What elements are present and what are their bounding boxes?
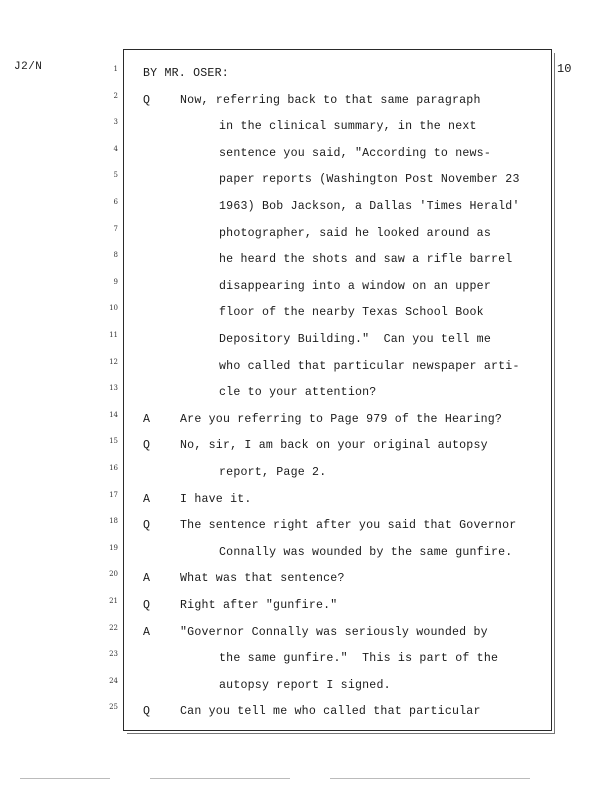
speaker-label: Q xyxy=(143,93,150,107)
transcript-line-text: floor of the nearby Texas School Book xyxy=(219,306,484,320)
transcript-line-text: who called that particular newspaper arti- xyxy=(219,359,520,373)
line-number: 10 xyxy=(109,304,118,313)
transcript-line-text: Are you referring to Page 979 of the Hearing? xyxy=(180,412,503,426)
transcript-line-text: What was that sentence? xyxy=(180,572,345,586)
speaker-label: Q xyxy=(143,519,150,533)
line-number: 21 xyxy=(109,597,118,605)
line-number: 22 xyxy=(109,623,118,632)
scan-artifact xyxy=(150,778,290,779)
transcript-line-text: autopsy report I signed. xyxy=(219,678,391,692)
transcript-line-text: disappearing into a window on an upper xyxy=(219,279,491,293)
transcript-line-text: photographer, said he looked around as xyxy=(219,226,491,240)
transcript-line-text: paper reports (Washington Post November 23 xyxy=(219,173,520,187)
line-number: 25 xyxy=(109,703,118,712)
transcript-line-text: "Governor Connally was seriously wounded by xyxy=(180,625,488,639)
transcript-line-text: No, sir, I am back on your original autopsy xyxy=(180,439,488,453)
line-number: 9 xyxy=(113,277,118,286)
line-number: 14 xyxy=(109,410,118,419)
speaker-label: A xyxy=(143,572,150,586)
line-number: 19 xyxy=(109,543,118,552)
speaker-label: Q xyxy=(143,599,150,612)
line-number: 6 xyxy=(113,198,118,206)
speaker-label: A xyxy=(143,625,150,639)
page-number: 10 xyxy=(557,62,572,76)
line-number: 13 xyxy=(109,384,118,393)
transcript-line-text: Now, referring back to that same paragraph xyxy=(180,93,481,107)
line-number: 17 xyxy=(109,490,118,499)
line-number: 18 xyxy=(109,517,118,526)
line-number: 23 xyxy=(109,650,118,659)
line-number: 7 xyxy=(113,224,118,233)
speaker-label: Q xyxy=(143,439,150,453)
transcript-line-text: Connally was wounded by the same gunfire. xyxy=(219,545,513,559)
transcript-line-text: he heard the shots and saw a rifle barrel xyxy=(219,253,513,267)
scan-artifact xyxy=(20,778,110,779)
transcript-line-text: report, Page 2. xyxy=(219,466,327,479)
transcript-line-text: Depository Building." Can you tell me xyxy=(219,333,491,346)
transcript-line-text: Can you tell me who called that particular xyxy=(180,705,481,719)
transcript-line-text: 1963) Bob Jackson, a Dallas 'Times Herald' xyxy=(219,200,520,213)
line-number: 1 xyxy=(113,65,118,73)
line-number: 12 xyxy=(109,357,118,366)
speaker-label: A xyxy=(143,412,150,426)
line-number: 20 xyxy=(109,570,118,579)
transcript-line-text: Right after "gunfire." xyxy=(180,599,338,612)
transcript-line-text: the same gunfire." This is part of the xyxy=(219,652,499,666)
line-number: 15 xyxy=(109,437,118,446)
line-number: 2 xyxy=(113,91,118,100)
line-number: 16 xyxy=(109,464,118,472)
speaker-label: A xyxy=(143,492,150,506)
scan-artifact xyxy=(330,778,530,779)
transcript-line-text: I have it. xyxy=(180,492,252,506)
transcript-line-text: The sentence right after you said that Governor xyxy=(180,519,517,533)
line-number: 24 xyxy=(109,676,118,685)
line-number: 8 xyxy=(113,251,118,260)
line-number: 5 xyxy=(113,171,118,180)
line-number: 11 xyxy=(109,331,118,339)
transcript-line-text: BY MR. OSER: xyxy=(143,67,229,80)
line-number: 3 xyxy=(113,118,118,127)
transcript-line-text: cle to your attention? xyxy=(219,386,377,400)
transcript-line-text: in the clinical summary, in the next xyxy=(219,120,477,134)
speaker-label: Q xyxy=(143,705,150,719)
line-number: 4 xyxy=(113,144,118,153)
reporter-id: J2/N xyxy=(14,61,43,73)
transcript-line-text: sentence you said, "According to news- xyxy=(219,146,491,160)
